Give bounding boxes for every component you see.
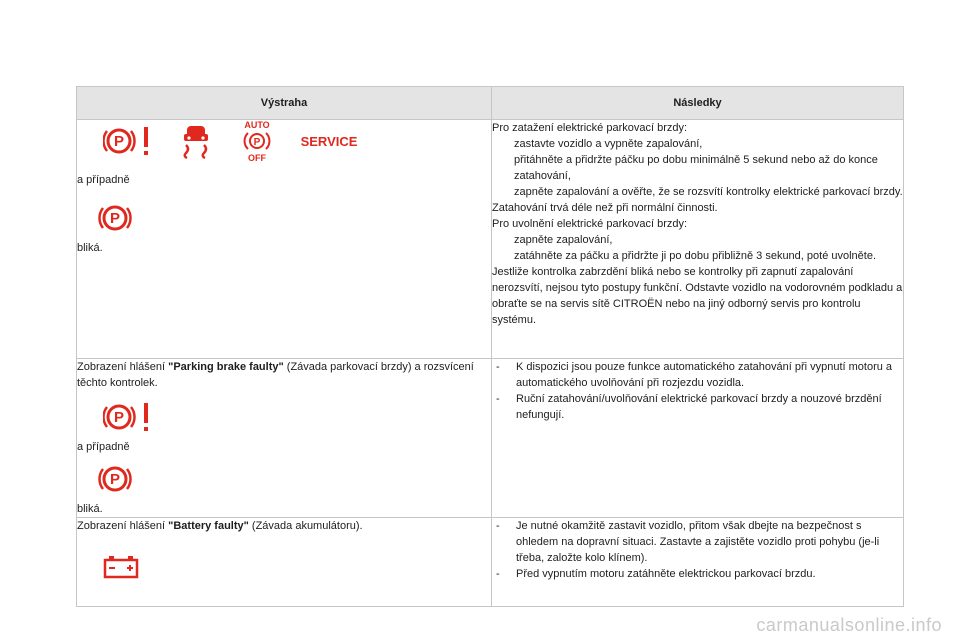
- skid-warning-icon: [179, 123, 213, 164]
- list-item: [492, 152, 903, 184]
- row2-message: [77, 359, 491, 391]
- list-item: [492, 391, 903, 423]
- list-item: [492, 184, 903, 200]
- dash-marker: -: [496, 393, 500, 405]
- list-item-text: zastavte vozidlo a vypněte zapalování,: [514, 138, 703, 150]
- row3-consequence-cell: [492, 518, 904, 607]
- row3-items: [492, 518, 903, 582]
- auto-off-icon-letter: P: [253, 136, 261, 148]
- row3-message-prefix: Zobrazení hlášení: [77, 520, 169, 532]
- parking-brake-icon-letter: P: [109, 210, 121, 227]
- row2-message-name: "Parking brake faulty": [168, 361, 284, 373]
- row1-bullets1: [492, 136, 903, 200]
- dash-marker: -: [496, 361, 500, 373]
- row2-fault-icon-letter: P: [113, 409, 125, 426]
- list-item: [492, 359, 903, 391]
- service-icon: [301, 131, 357, 156]
- list-item-text: zapněte zapalování a ověřte, že se rozsvítí kontrolky elektrické parkovací brzdy.: [514, 186, 903, 198]
- list-item-text: Je nutné okamžitě zastavit vozidlo, přitom však dbejte na bezpečnost s ohledem na dopravní situaci. Zastavte a zajistěte vozidlo proti pohybu (je-li třeba, založte kolo klínem).: [516, 520, 880, 564]
- row2-or-text: a případně: [77, 441, 130, 453]
- parking-brake-icon: [77, 196, 491, 240]
- row1-icons: [77, 120, 491, 166]
- list-item: [492, 136, 903, 152]
- row2-warning-cell: [77, 359, 492, 518]
- list-item-text: zapněte zapalování,: [514, 234, 613, 246]
- row2-consequence-cell: [492, 359, 904, 518]
- dash-marker: -: [496, 568, 500, 580]
- header-warning: Výstraha: [77, 87, 492, 120]
- table-row: [77, 518, 904, 607]
- parking-brake-icon: [77, 457, 491, 501]
- row3-message-name: "Battery faulty": [168, 520, 249, 532]
- list-item: [492, 566, 903, 582]
- service-icon-label: SERVICE: [301, 133, 357, 149]
- row1-or-text: a případně: [77, 174, 130, 186]
- list-item: [492, 248, 903, 264]
- auto-off-icon-top-label: AUTO: [244, 119, 270, 130]
- row1-line3: Pro uvolnění elektrické parkovací brzdy:: [492, 218, 688, 230]
- row1-blink-text: bliká.: [77, 242, 103, 254]
- row3-message: [77, 518, 491, 534]
- dash-marker: -: [496, 520, 500, 532]
- battery-icon: [77, 544, 491, 588]
- list-item-text: přitáhněte a přidržte páčku po dobu minimálně 5 sekund nebo až do konce zatahování,: [514, 154, 878, 182]
- row1-line2: Zatahování trvá déle než při normální činnosti.: [492, 202, 718, 214]
- auto-off-icon-bottom-label: OFF: [248, 152, 266, 163]
- row1-intro: Pro zatažení elektrické parkovací brzdy:: [492, 122, 688, 134]
- row2-message-suffix: (Závada parkovací brzdy) a rozsvícení těchto kontrolek.: [77, 361, 474, 389]
- list-item-text: Před vypnutím motoru zatáhněte elektrickou parkovací brzdu.: [516, 568, 816, 580]
- list-item: [492, 518, 903, 566]
- row2-blink-text: bliká.: [77, 503, 103, 515]
- header-consequences: Následky: [492, 87, 904, 120]
- parking-brake-fault-icon: [77, 395, 491, 439]
- list-item-text: Ruční zatahování/uvolňování elektrické parkovací brzdy a nouzové brzdění nefungují.: [516, 393, 882, 421]
- row3-message-suffix: (Závada akumulátoru).: [248, 520, 363, 532]
- warning-table: [76, 86, 904, 607]
- list-item-text: K dispozici jsou pouze funkce automatického zatahování při vypnutí motoru a automatického uvolňování při rozjezdu vozidla.: [516, 361, 893, 389]
- auto-off-icon: [239, 119, 275, 168]
- list-item: [492, 232, 903, 248]
- row2-brake-icon-letter: P: [109, 471, 121, 488]
- row1-bullets2: [492, 232, 903, 264]
- parking-brake-fault-icon: [103, 124, 153, 163]
- table-row: [77, 359, 904, 518]
- row3-warning-cell: [77, 518, 492, 607]
- watermark: carmanualsonline.info: [756, 615, 942, 635]
- list-item-text: zatáhněte za páčku a přidržte ji po dobu přibližně 3 sekund, poté uvolněte.: [514, 250, 877, 262]
- row1-consequence-cell: [492, 120, 904, 359]
- row2-items: [492, 359, 903, 423]
- row1-para: Jestliže kontrolka zabrzdění bliká nebo se kontrolky při zapnutí zapalování nerozsvítí, nejsou tyto postupy funkční. Odstavte vozidlo na vodorovném podkladu a obraťte se na servis sítě CITROËN nebo na jiný odborný servis pro kontrolu systému.: [492, 266, 903, 326]
- row2-message-prefix: Zobrazení hlášení: [77, 361, 169, 373]
- table-row: [77, 120, 904, 359]
- parking-brake-fault-icon-letter: P: [113, 132, 125, 150]
- row1-warning-cell: [77, 120, 492, 359]
